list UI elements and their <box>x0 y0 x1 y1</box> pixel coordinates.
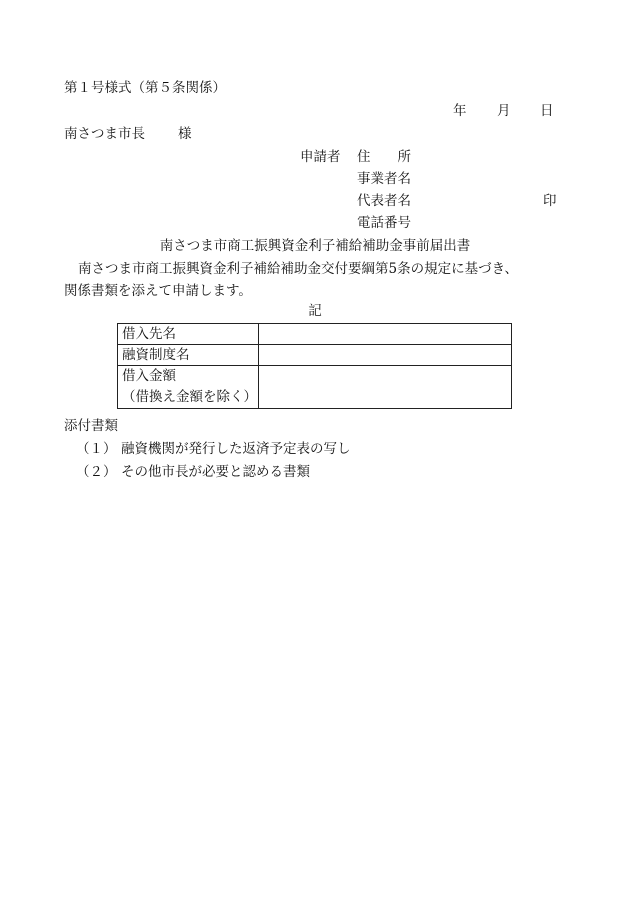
borrow-from-value <box>259 324 512 345</box>
attachment-2-text: その他市長が必要と認める書類 <box>121 464 310 480</box>
borrow-from-label: 借入先名 <box>118 324 259 345</box>
attachment-2-num: （２） <box>76 464 117 480</box>
applicant-representative-label: 代表者名 <box>357 193 411 209</box>
applicant-phone-label: 電話番号 <box>357 215 411 231</box>
applicant-business-name-label: 事業者名 <box>357 171 411 187</box>
note-heading: 記 <box>308 303 322 319</box>
table-row <box>118 324 512 345</box>
loan-amount-label: 借入金額 <box>122 368 176 384</box>
table-row <box>118 366 512 409</box>
attachments-heading: 添付書類 <box>64 418 118 434</box>
document-title: 南さつま市商工振興資金利子補給補助金事前届出書 <box>159 238 471 254</box>
loan-amount-sublabel: （借換え金額を除く） <box>122 389 257 405</box>
applicant-label: 申請者 <box>300 149 341 165</box>
loan-amount-value <box>259 366 512 409</box>
date-day: 日 <box>540 103 554 119</box>
loan-program-label: 融資制度名 <box>118 345 259 366</box>
table-row <box>118 345 512 366</box>
body-line-2: 関係書類を添えて申請します。 <box>64 283 252 299</box>
addressee-honorific: 様 <box>178 126 192 142</box>
form-id: 第１号様式（第５条関係） <box>64 80 226 96</box>
date-year: 年 <box>453 103 467 119</box>
seal-mark: 印 <box>543 193 557 209</box>
attachment-1-text: 融資機関が発行した返済予定表の写し <box>121 441 351 457</box>
loan-program-value <box>259 345 512 366</box>
body-line-1: 南さつま市商工振興資金利子補給補助金交付要綱第5条の規定に基づき、 <box>78 261 519 277</box>
addressee-name: 南さつま市長 <box>64 126 145 142</box>
loan-info-table <box>117 323 512 409</box>
attachment-1-num: （１） <box>76 441 117 457</box>
date-month: 月 <box>497 103 511 119</box>
applicant-address-label: 住 所 <box>357 149 411 165</box>
loan-amount-label-cell <box>118 366 259 409</box>
